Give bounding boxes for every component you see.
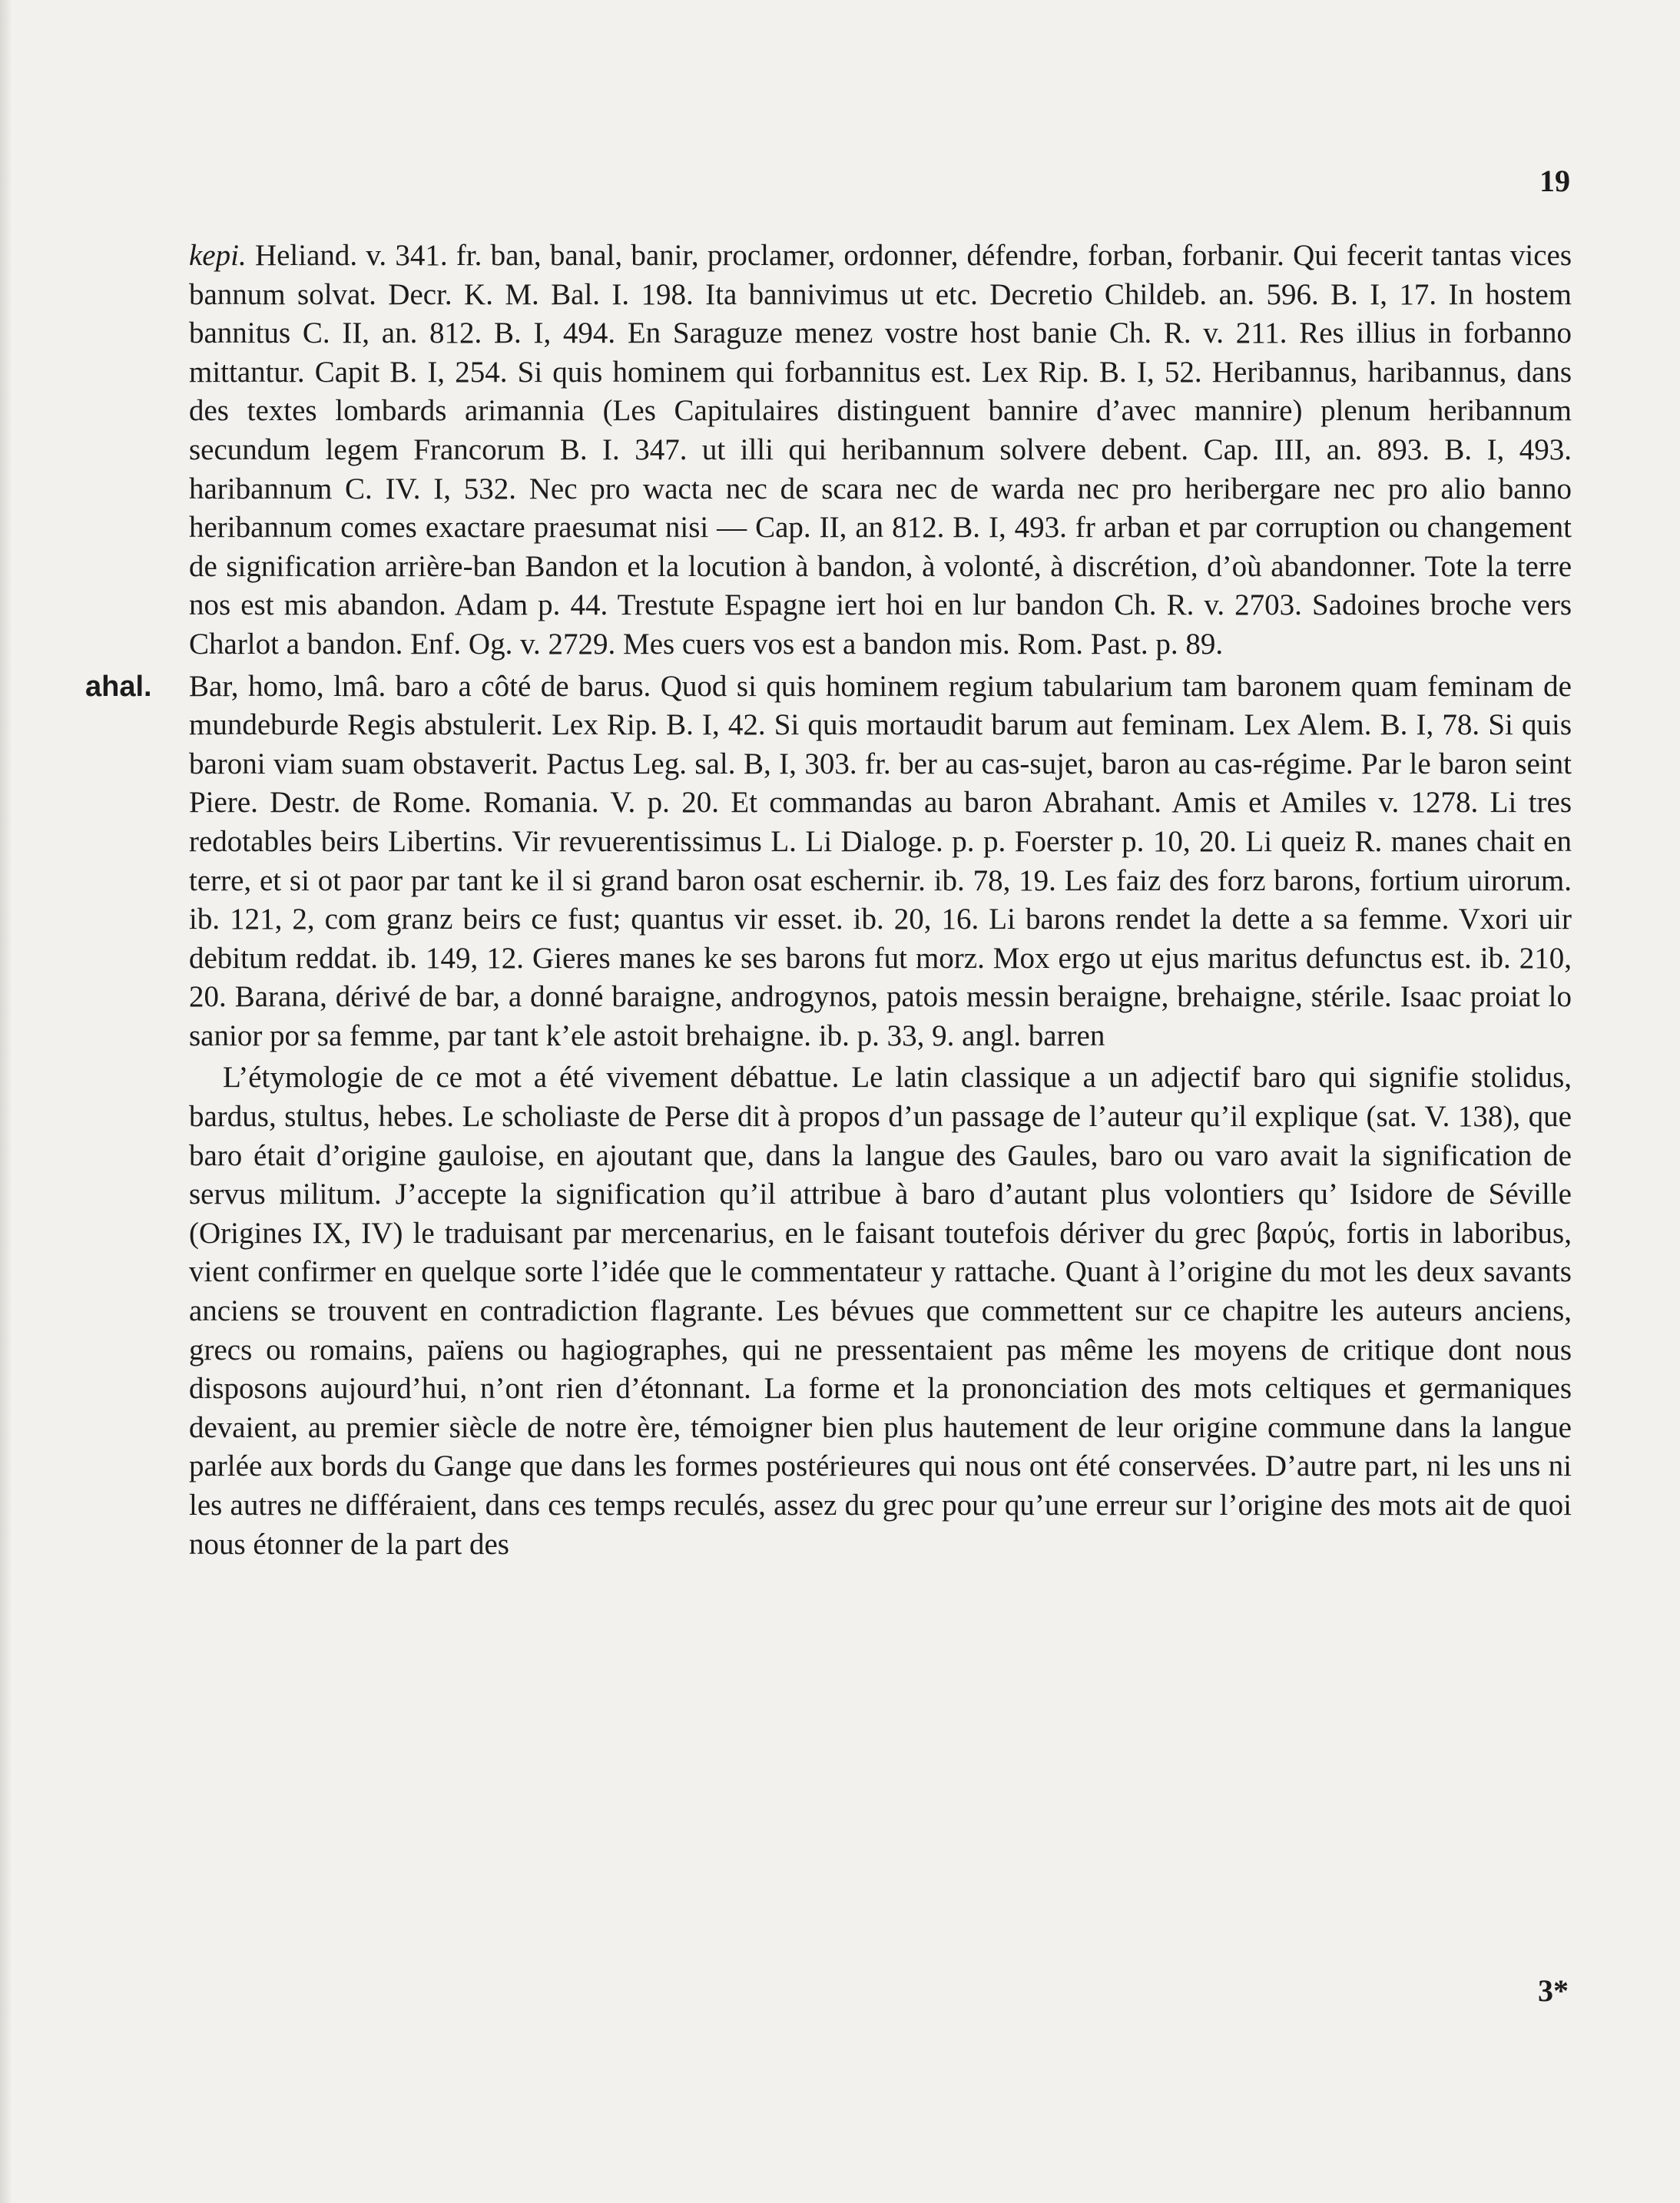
etymology-paragraph: L’étymologie de ce mot a été vivement débattue. Le latin classique a un adjectif baro qui signifie stolidus, bardus, stultus, hebes. Le scholiaste de Perse dit à propos d’un passage de l’auteur qu’il explique (sat. V. 138), que baro était d’origine gauloise, en ajoutant que, dans la langue des Gaules, baro ou varo avait la signification de servus militum. J’accepte la signification qu’il attribue à baro d’autant plus volontiers qu’ Isidore de Séville (Origines IX, IV) le traduisant par mercenarius, en le faisant toutefois dériver du grec βαρύς, fortis in laboribus, vient confirmer en quelque sorte l’idée que le commentateur y rattache. Quant à l’origine du mot les deux savants anciens se trouvent en contradiction flagrante. Les bévues que commettent sur ce chapitre les auteurs anciens, grecs ou romains, païens ou hagiographes, qui ne pressentaient pas même les moyens de critique dont nous disposons aujourd’hui, n’ont rien d’étonnant. La forme et la prononciation des mots celtiques et germaniques devaient, au premier siècle de notre ère, témoigner bien plus hautement de leur origine commune dans la langue parlée aux bords du Gange que dans les formes postérieures qui nous ont été conservées. D’autre part, ni les uns ni les autres ne différaient, dans ces temps reculés, assez du grec pour qu’une erreur sur l’origine des mots ait de quoi nous étonner de la part des [189,1061,1572,1561]
page-number: 19 [1539,164,1570,198]
dictionary-entry [85,668,1572,1056]
page-body [85,237,1572,1564]
continuation-text: Heliand. v. 341. fr. ban, banal, banir, proclamer, ordonner, défendre, forban, forbanir. Qui fecerit tantas vices bannum solvat. Decr. K. M. Bal. I. 198. Ita bannivimus ut etc. Decretio Childeb. an. 596. B. I, 17. In hostem bannitus C. II, an. 812. B. I, 494. En Saraguze menez vostre host banie Ch. R. v. 211. Res illius in forbanno mittantur. Capit B. I, 254. Si quis hominem qui forbannitus est. Lex Rip. B. I, 52. Heribannus, haribannus, dans des textes lombards arimannia (Les Capitulaires distinguent bannire d’avec mannire) plenum heribannum secundum legem Francorum B. I. 347. ut illi qui heribannum solvere debent. Cap. III, an. 893. B. I, 493. haribannum C. IV. I, 532. Nec pro wacta nec de scara nec de warda nec pro heribergare nec pro alio banno heribannum comes exactare praesumat nisi — Cap. II, an 812. B. I, 493. fr arban et par corruption ou changement de signification arrière-ban Bandon et la locution à bandon, à volonté, à discrétion, d’où abandonner. Tote la terre nos est mis abandon. Adam p. 44. Trestute Espagne iert hoi en lur bandon Ch. R. v. 2703. Sadoines broche vers Charlot a bandon. Enf. Og. v. 2729. Mes cuers vos est a bandon mis. Rom. Past. p. 89. [189,239,1572,661]
entry-headword: ahal. [85,670,152,703]
page-edge [0,0,11,2203]
entry-text: Bar, homo, lmâ. baro a côté de barus. Quod si quis hominem regium tabularium tam baronem quam feminam de mundeburde Regis abstulerit. Lex Rip. B. I, 42. Si quis mortaudit barum aut feminam. Lex Alem. B. I, 78. Si quis baroni viam suam obstaverit. Pactus Leg. sal. B, I, 303. fr. ber au cas-sujet, baron au cas-régime. Par le baron seint Piere. Destr. de Rome. Romania. V. p. 20. Et commandas au baron Abrahant. Amis et Amiles v. 1278. Li tres redotables beirs Libertins. Vir revuerentissimus L. Li Dialoge. p. p. Foerster p. 10, 20. Li queiz R. manes chait en terre, et si ot paor par tant ke il si grand baron osat eschernir. ib. 78, 19. Les faiz des forz barons, fortium uirorum. ib. 121, 2, com granz beirs ce fust; quantus vir esset. ib. 20, 16. Li barons rendet la dette a sa femme. Vxori uir debitum reddat. ib. 149, 12. Gieres manes ke ses barons fut morz. Mox ergo ut ejus maritus defunctus est. ib. 210, 20. Barana, dérivé de bar, a donné baraigne, androgynos, patois messin beraigne, brehaigne, stérile. Isaac proiat lo sanior por sa femme, par tant k’ele astoit brehaigne. ib. p. 33, 9. angl. barren [189,669,1572,1052]
continuation-lead-word: kepi. [189,239,247,272]
continuation-paragraph [189,237,1572,664]
signature-mark: 3* [1538,1973,1569,2008]
